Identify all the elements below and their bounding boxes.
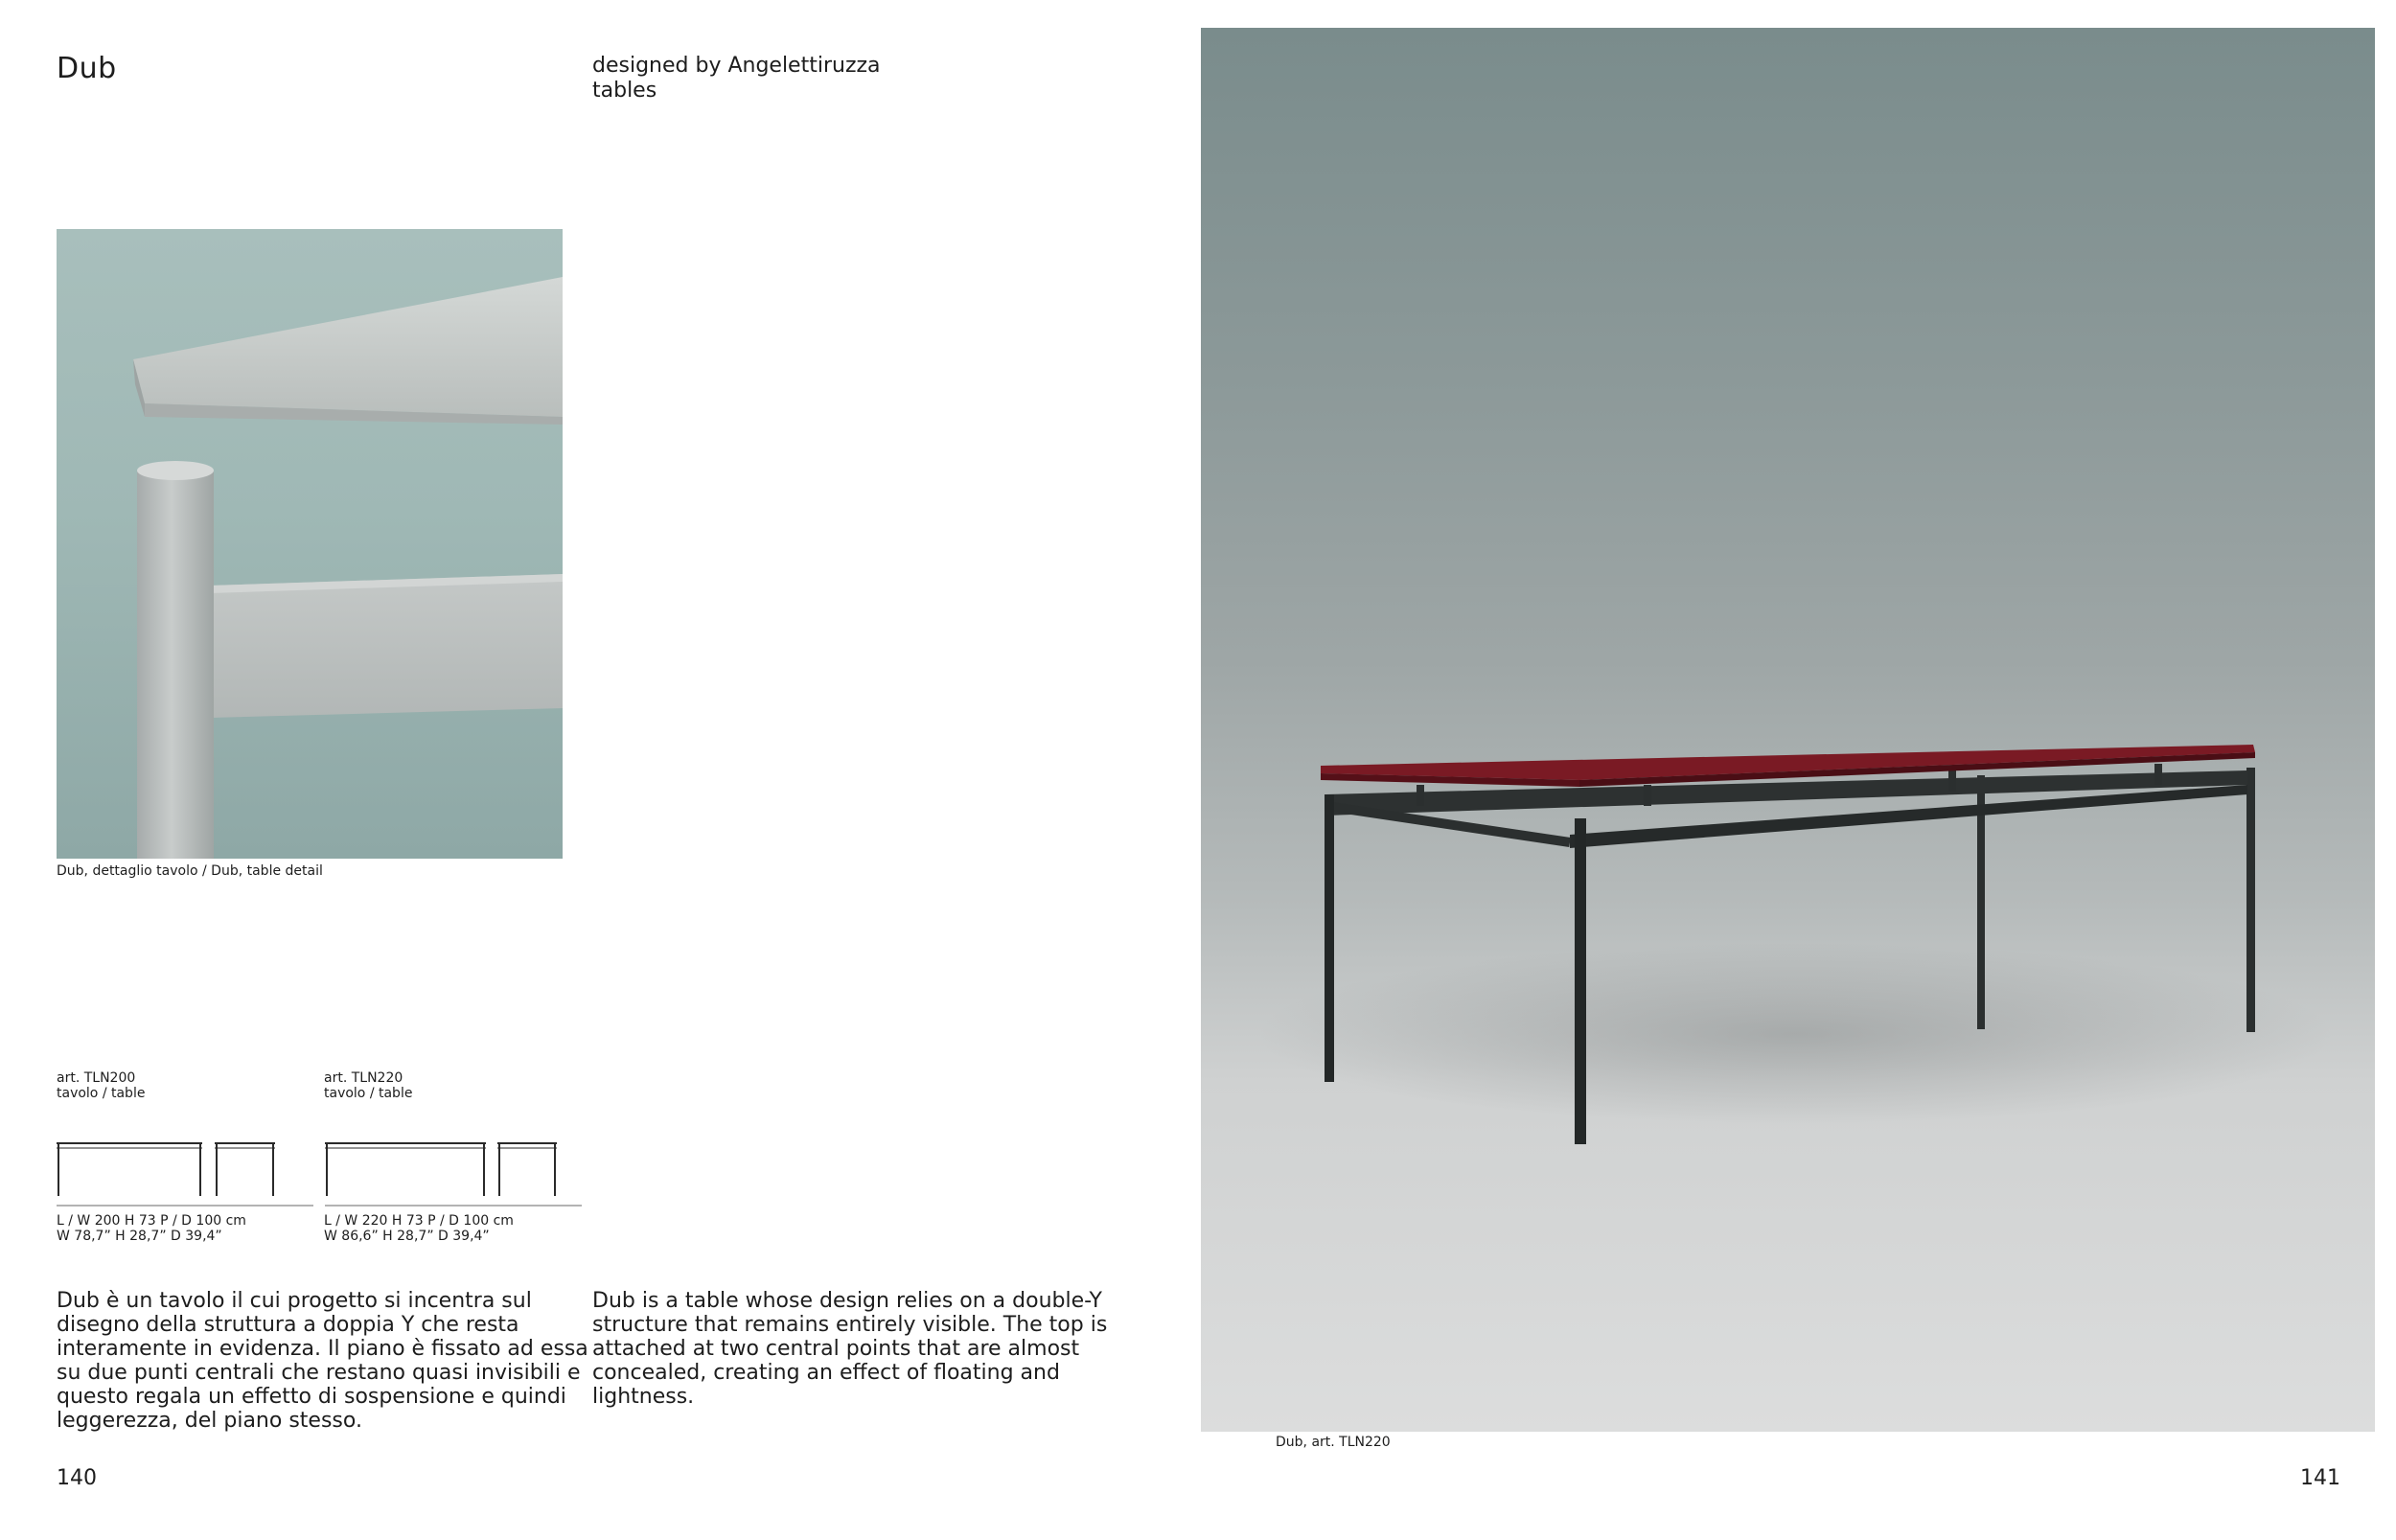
table-hero-illustration (1201, 28, 2375, 1432)
product-1-dims-metric: L / W 200 H 73 P / D 100 cm (57, 1213, 246, 1229)
page-number-left: 140 (57, 1466, 97, 1490)
detail-photo-caption: Dub, dettaglio tavolo / Dub, table detail (57, 863, 323, 879)
product-1-drawing (57, 1143, 275, 1196)
product-2-dimensions (324, 1213, 514, 1244)
product-2-art: art. TLN220 (324, 1070, 403, 1086)
page-number-right: 141 (2300, 1466, 2340, 1490)
table-detail-photo (57, 229, 563, 859)
product-1-dims-imperial: W 78,7” H 28,7” D 39,4” (57, 1229, 222, 1244)
description-italian: Dub è un tavolo il cui progetto si incentra sul disegno della struttura a doppia Y che resta interamente in evidenza. Il piano è fissato ad essa su due punti centrali che restano quasi invisibili e questo regala un effetto di sospensione e quindi leggerezza, del piano stesso. (57, 1289, 588, 1433)
page-title: Dub (57, 52, 117, 85)
product-2-dims-metric: L / W 220 H 73 P / D 100 cm (324, 1213, 514, 1229)
product-1-type: tavolo / table (57, 1086, 146, 1101)
hero-photo-caption: Dub, art. TLN220 (1276, 1435, 1391, 1450)
product-1-dimensions (57, 1213, 246, 1244)
product-1-header (57, 1070, 145, 1101)
product-1-art: art. TLN200 (57, 1070, 136, 1086)
technical-drawings (57, 1140, 593, 1209)
table-detail-illustration (57, 229, 563, 859)
product-2-dims-imperial: W 86,6” H 28,7” D 39,4” (324, 1229, 490, 1244)
product-2-header (324, 1070, 412, 1101)
designer-block (592, 54, 881, 103)
description-english: Dub is a table whose design relies on a double-Y structure that remains entirely visible. The top is attached at two central points that are almost concealed, creating an effect of floating and lightness. (592, 1289, 1108, 1409)
category-line: tables (592, 79, 657, 103)
product-2-drawing (325, 1143, 557, 1196)
hero-product-photo (1201, 28, 2375, 1432)
product-2-type: tavolo / table (324, 1086, 413, 1101)
designer-line: designed by Angelettiruzza (592, 54, 881, 78)
